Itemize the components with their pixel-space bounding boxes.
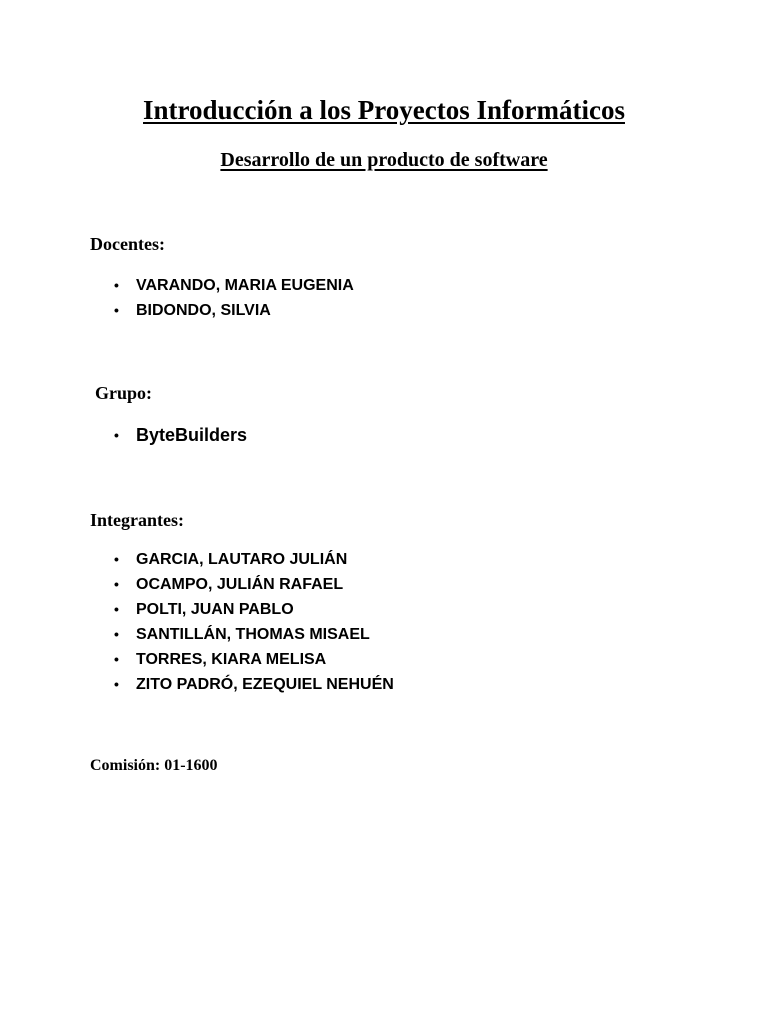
member-name: GARCIA, LAUTARO JULIÁN [136,551,348,568]
bullet-icon: • [114,651,119,667]
bullet-icon: • [114,551,119,567]
list-item [114,672,394,697]
bullet-icon: • [114,302,119,318]
member-name: POLTI, JUAN PABLO [136,601,294,618]
list-item [114,597,394,622]
list-item [114,273,354,298]
list-item [114,647,394,672]
member-name: OCAMPO, JULIÁN RAFAEL [136,576,344,593]
grupo-list [114,421,248,449]
bullet-icon: • [114,626,119,642]
bullet-icon: • [114,277,119,293]
member-name: SANTILLÁN, THOMAS MISAEL [136,626,370,643]
bullet-icon: • [114,601,119,617]
list-item [114,547,394,572]
list-item [114,421,248,449]
list-item [114,572,394,597]
list-item [114,298,354,323]
grupo-heading: Grupo: [95,383,153,403]
docentes-heading: Docentes: [90,234,165,254]
docente-name: BIDONDO, SILVIA [136,302,271,319]
comision-label: Comisión: 01-1600 [90,757,218,774]
bullet-icon: • [114,676,119,692]
member-name: ZITO PADRÓ, EZEQUIEL NEHUÉN [136,676,394,693]
member-name: TORRES, KIARA MELISA [136,651,327,668]
bullet-icon: • [114,427,119,443]
docente-name: VARANDO, MARIA EUGENIA [136,277,354,294]
page-subtitle: Desarrollo de un producto de software [220,149,548,171]
integrantes-list [114,547,394,697]
page-title: Introducción a los Proyectos Informáticos [143,95,625,125]
group-name: ByteBuilders [136,425,248,445]
integrantes-heading: Integrantes: [90,510,184,530]
bullet-icon: • [114,576,119,592]
list-item [114,622,394,647]
docentes-list [114,273,354,323]
